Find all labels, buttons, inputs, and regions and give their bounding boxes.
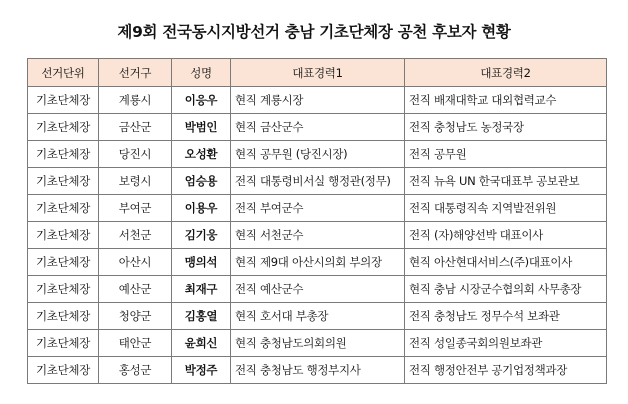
cell-district: 보령시 — [99, 168, 172, 195]
cell-career1: 현직 공무원 (당진시장) — [231, 141, 405, 168]
cell-career1: 전직 대통령비서실 행정관(정무) — [231, 168, 405, 195]
cell-name: 엄승용 — [172, 168, 231, 195]
table-row — [28, 87, 607, 114]
cell-district: 계룡시 — [99, 87, 172, 114]
cell-unit: 기초단체장 — [28, 141, 99, 168]
column-header-district: 선거구 — [99, 59, 172, 87]
cell-name: 이응우 — [172, 87, 231, 114]
table-row — [28, 330, 607, 357]
cell-name: 박범인 — [172, 114, 231, 141]
cell-name: 최재구 — [172, 276, 231, 303]
cell-district: 청양군 — [99, 303, 172, 330]
table-row — [28, 141, 607, 168]
cell-career2: 전직 뉴욕 UN 한국대표부 공보관보 — [405, 168, 607, 195]
cell-unit: 기초단체장 — [28, 276, 99, 303]
table-row — [28, 249, 607, 276]
cell-district: 예산군 — [99, 276, 172, 303]
cell-career1: 전직 예산군수 — [231, 276, 405, 303]
cell-career1: 현직 충청남도의회의원 — [231, 330, 405, 357]
cell-career2: 현직 충남 시장군수협의회 사무총장 — [405, 276, 607, 303]
cell-district: 홍성군 — [99, 357, 172, 384]
column-header-career2: 대표경력2 — [405, 59, 607, 87]
cell-career2: 전직 배재대학교 대외협력교수 — [405, 87, 607, 114]
cell-unit: 기초단체장 — [28, 87, 99, 114]
cell-district: 당진시 — [99, 141, 172, 168]
cell-name: 맹의석 — [172, 249, 231, 276]
cell-career2: 전직 충청남도 농정국장 — [405, 114, 607, 141]
table-row — [28, 276, 607, 303]
cell-career1: 현직 계룡시장 — [231, 87, 405, 114]
cell-district: 태안군 — [99, 330, 172, 357]
cell-career2: 전직 대통령직속 지역발전위원 — [405, 195, 607, 222]
cell-career2: 전직 성일종국회의원보좌관 — [405, 330, 607, 357]
cell-unit: 기초단체장 — [28, 357, 99, 384]
cell-career1: 현직 제9대 아산시의회 부의장 — [231, 249, 405, 276]
cell-unit: 기초단체장 — [28, 330, 99, 357]
cell-career2: 전직 (자)해양선박 대표이사 — [405, 222, 607, 249]
cell-career2: 전직 공무원 — [405, 141, 607, 168]
cell-career1: 전직 충청남도 행정부지사 — [231, 357, 405, 384]
table-header-row — [28, 59, 607, 87]
column-header-name: 성명 — [172, 59, 231, 87]
column-header-career1: 대표경력1 — [231, 59, 405, 87]
candidate-table — [27, 58, 607, 384]
table-row — [28, 168, 607, 195]
cell-district: 아산시 — [99, 249, 172, 276]
column-header-unit: 선거단위 — [28, 59, 99, 87]
cell-unit: 기초단체장 — [28, 168, 99, 195]
cell-career1: 현직 금산군수 — [231, 114, 405, 141]
cell-career2: 전직 행정안전부 공기업정책과장 — [405, 357, 607, 384]
cell-name: 박정주 — [172, 357, 231, 384]
cell-unit: 기초단체장 — [28, 114, 99, 141]
document-title: 제9회 전국동시지방선거 충남 기초단체장 공천 후보자 현황 — [117, 23, 511, 41]
cell-name: 오성환 — [172, 141, 231, 168]
cell-unit: 기초단체장 — [28, 222, 99, 249]
cell-career1: 전직 부여군수 — [231, 195, 405, 222]
table-row — [28, 303, 607, 330]
table-row — [28, 195, 607, 222]
table-row — [28, 222, 607, 249]
cell-district: 서천군 — [99, 222, 172, 249]
cell-unit: 기초단체장 — [28, 303, 99, 330]
cell-district: 금산군 — [99, 114, 172, 141]
cell-career2: 전직 충청남도 정무수석 보좌관 — [405, 303, 607, 330]
cell-name: 김기웅 — [172, 222, 231, 249]
table-row — [28, 114, 607, 141]
cell-name: 김홍열 — [172, 303, 231, 330]
cell-career1: 현직 서천군수 — [231, 222, 405, 249]
table-body — [28, 87, 607, 384]
cell-name: 윤희신 — [172, 330, 231, 357]
cell-unit: 기초단체장 — [28, 195, 99, 222]
cell-career1: 현직 호서대 부총장 — [231, 303, 405, 330]
cell-unit: 기초단체장 — [28, 249, 99, 276]
cell-career2: 현직 아산현대서비스(주)대표이사 — [405, 249, 607, 276]
cell-name: 이용우 — [172, 195, 231, 222]
cell-district: 부여군 — [99, 195, 172, 222]
table-row — [28, 357, 607, 384]
